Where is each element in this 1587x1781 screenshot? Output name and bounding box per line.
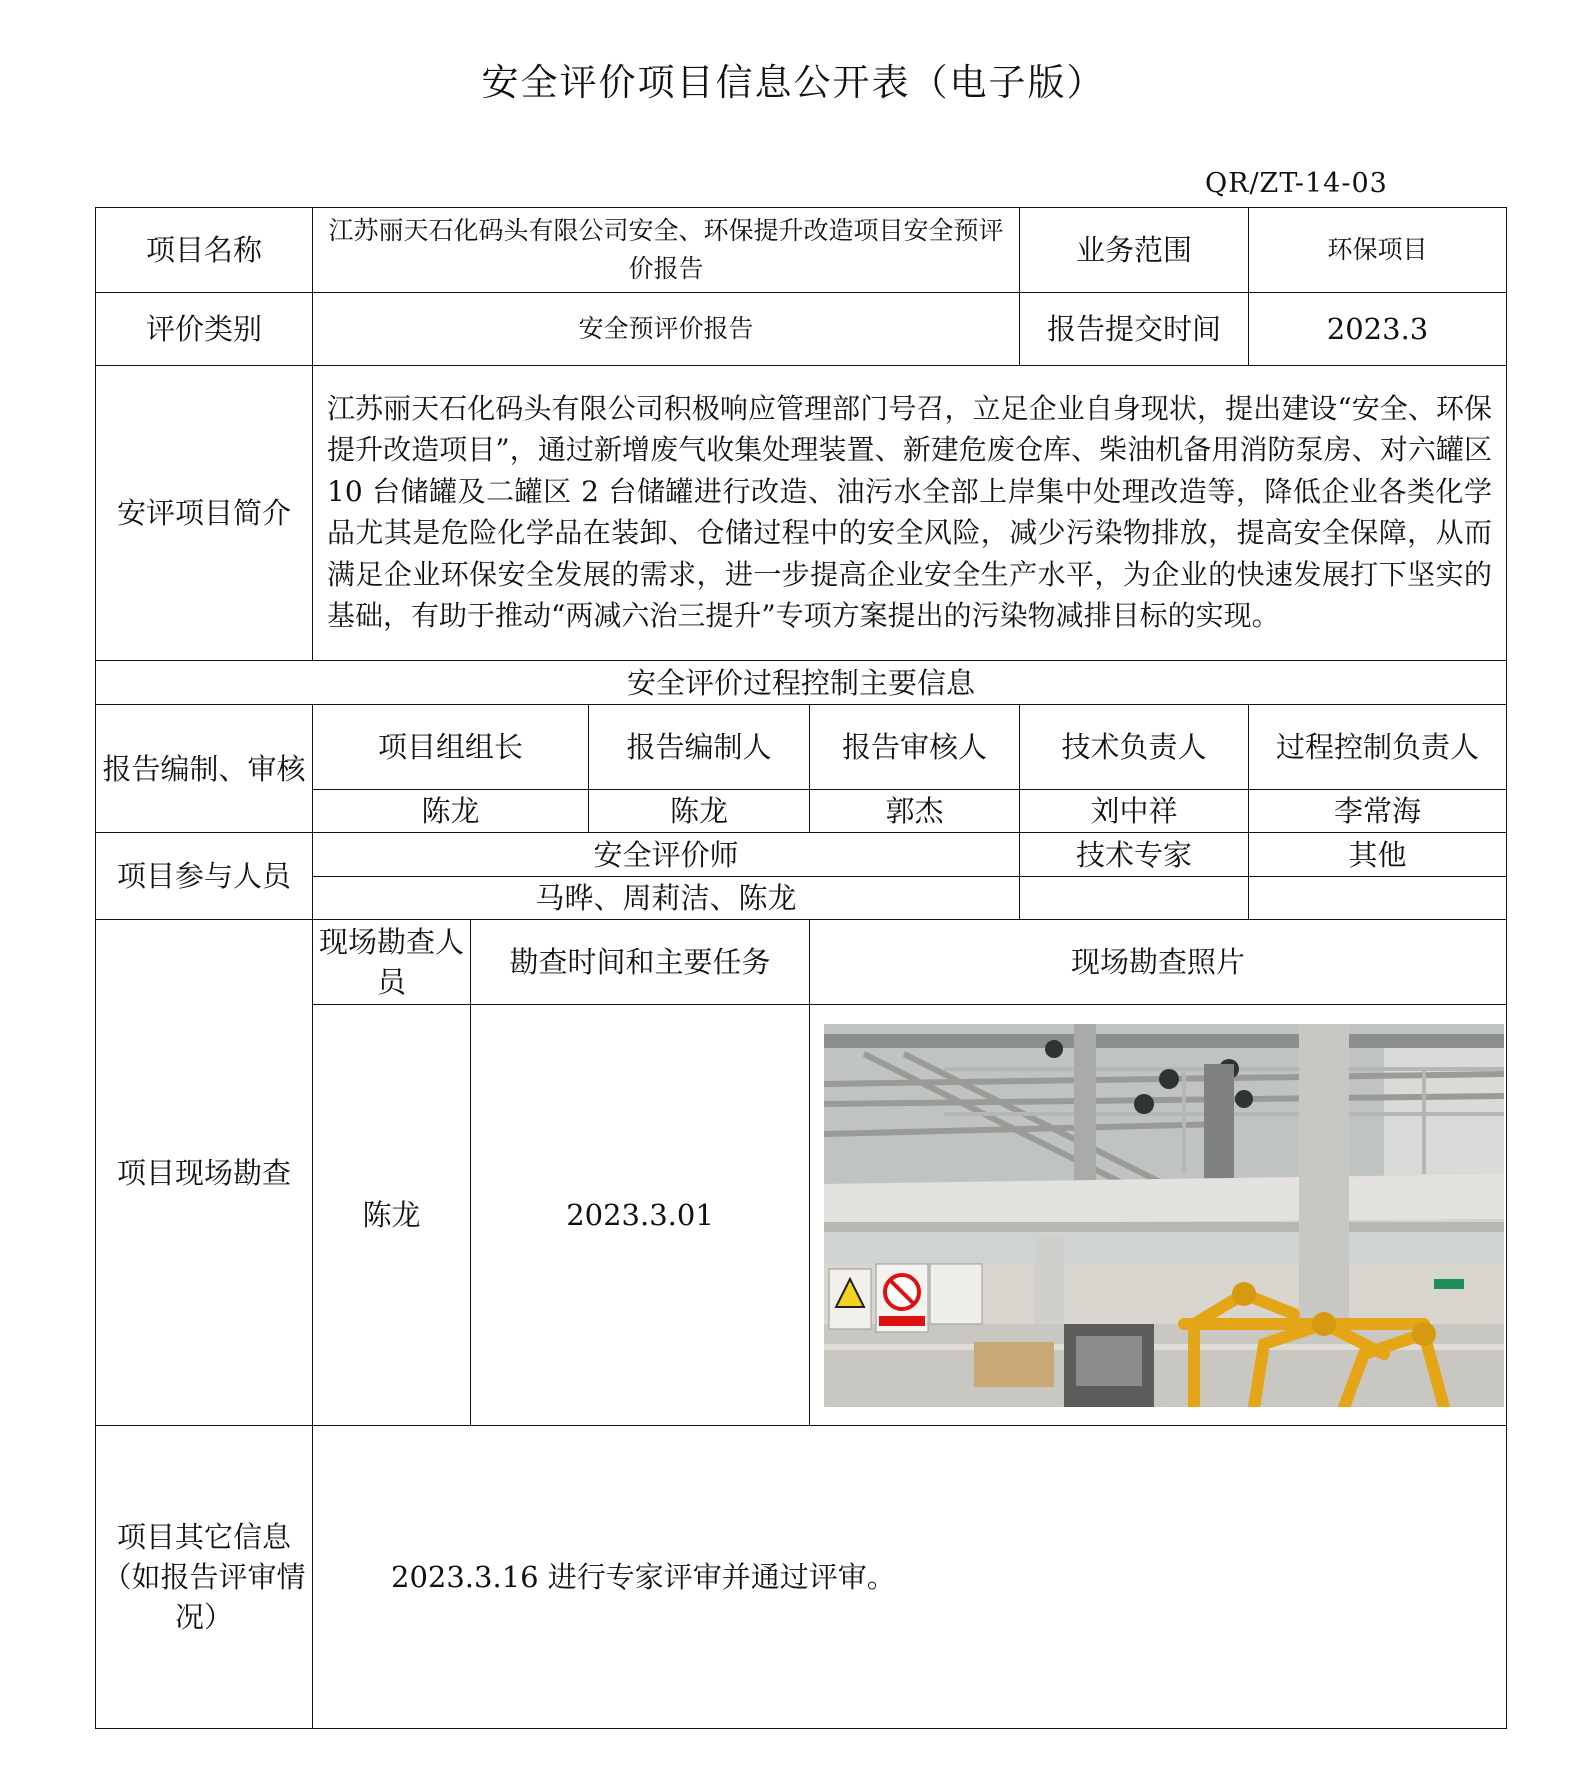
site-survey-photo bbox=[824, 1024, 1504, 1407]
site-survey-label: 项目现场勘查 bbox=[96, 920, 313, 1426]
business-scope-value: 环保项目 bbox=[1249, 208, 1507, 293]
document-code: QR/ZT-14-03 bbox=[1205, 168, 1388, 199]
other-info-label: 项目其它信息（如报告评审情况） bbox=[96, 1426, 313, 1729]
project-name-value: 江苏丽天石化码头有限公司安全、环保提升改造项目安全预评价报告 bbox=[313, 208, 1020, 293]
report-reviewer-value: 郭杰 bbox=[810, 790, 1020, 833]
survey-task-header: 勘查时间和主要任务 bbox=[471, 920, 810, 1005]
info-table bbox=[95, 207, 1507, 1729]
technical-lead-value: 刘中祥 bbox=[1020, 790, 1249, 833]
evaluator-header: 安全评价师 bbox=[313, 833, 1020, 877]
expert-names bbox=[1020, 877, 1249, 920]
project-intro-label: 安评项目简介 bbox=[96, 366, 313, 661]
report-reviewer-header: 报告审核人 bbox=[810, 705, 1020, 790]
evaluation-type-value: 安全预评价报告 bbox=[313, 293, 1020, 366]
business-scope-label: 业务范围 bbox=[1020, 208, 1249, 293]
expert-header: 技术专家 bbox=[1020, 833, 1249, 877]
survey-photo-cell bbox=[810, 1005, 1507, 1426]
report-prep-label: 报告编制、审核 bbox=[96, 705, 313, 833]
project-intro-text: 江苏丽天石化码头有限公司积极响应管理部门号召，立足企业自身现状，提出建设“安全、环保提升改造项目”，通过新增废气收集处理装置、新建危废仓库、柴油机备用消防泵房、对六罐区 10 台储罐及二罐区 2 台储罐进行改造、油污水全部上岸集中处理改造等，降低企业各类化学品尤其是危险化学品在装卸、仓储过程中的安全风险，减少污染物排放，提高安全保障，从而满足企业环保安全发展的需求，进一步提高企业安全生产水平，为企业的快速发展打下坚实的基础，有助于推动“两减六治三提升”专项方案提出的污染物减排目标的实现。 bbox=[313, 366, 1507, 661]
submit-time-value: 2023.3 bbox=[1249, 293, 1507, 366]
other-header: 其他 bbox=[1249, 833, 1507, 877]
survey-photo-header: 现场勘查照片 bbox=[810, 920, 1507, 1005]
other-names bbox=[1249, 877, 1507, 920]
report-writer-value: 陈龙 bbox=[589, 790, 810, 833]
other-info-text: 2023.3.16 进行专家评审并通过评审。 bbox=[313, 1426, 1507, 1729]
project-name-label: 项目名称 bbox=[96, 208, 313, 293]
page-title: 安全评价项目信息公开表（电子版） bbox=[481, 61, 1106, 104]
process-control-value: 李常海 bbox=[1249, 790, 1507, 833]
participants-label: 项目参与人员 bbox=[96, 833, 313, 920]
survey-date-value: 2023.3.01 bbox=[471, 1005, 810, 1426]
submit-time-label: 报告提交时间 bbox=[1020, 293, 1249, 366]
team-leader-header: 项目组组长 bbox=[313, 705, 589, 790]
section-header: 安全评价过程控制主要信息 bbox=[96, 661, 1507, 705]
survey-personnel-header: 现场勘查人员 bbox=[313, 920, 471, 1005]
process-control-header: 过程控制负责人 bbox=[1249, 705, 1507, 790]
report-writer-header: 报告编制人 bbox=[589, 705, 810, 790]
survey-personnel-value: 陈龙 bbox=[313, 1005, 471, 1426]
evaluation-type-label: 评价类别 bbox=[96, 293, 313, 366]
team-leader-value: 陈龙 bbox=[313, 790, 589, 833]
evaluator-names: 马晔、周莉洁、陈龙 bbox=[313, 877, 1020, 920]
technical-lead-header: 技术负责人 bbox=[1020, 705, 1249, 790]
